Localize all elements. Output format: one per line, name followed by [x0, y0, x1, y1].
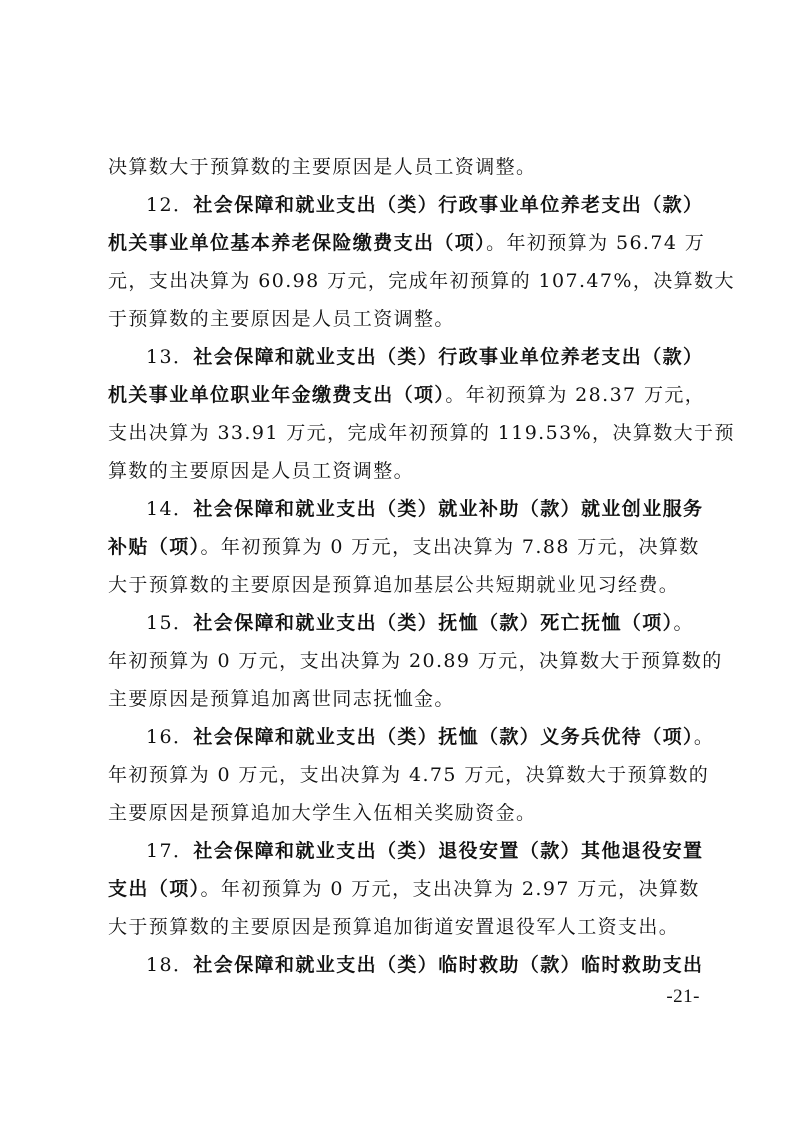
text-line — [108, 376, 706, 414]
item-title: 机关事业单位职业年金缴费支出（项） — [108, 384, 446, 406]
item-title: 社会保障和就业支出（类）就业补助（款）就业创业服务 — [193, 498, 704, 520]
text-line — [108, 148, 694, 186]
text-line — [108, 642, 723, 680]
line-text: 。 — [673, 612, 694, 634]
line-text: 。 — [693, 726, 715, 748]
item-title: 社会保障和就业支出（类）行政事业单位养老支出（款） — [193, 194, 704, 216]
line-text: 大于预算数的主要原因是预算追加街道安置退役军人工资支出。 — [108, 916, 680, 938]
item-title: 补贴（项） — [108, 536, 201, 558]
text-line — [108, 908, 694, 946]
line-text: 决算数大于预算数的主要原因是人员工资调整。 — [108, 156, 537, 178]
page-number: -21- — [666, 986, 700, 1007]
item-heading-line — [108, 832, 704, 870]
line-text: 。年初预算为 0 万元，支出决算为 2.97 万元，决算数 — [200, 878, 700, 900]
item-number: 17． — [146, 840, 194, 862]
line-text: 。年初预算为 0 万元，支出决算为 7.88 万元，决算数 — [200, 536, 700, 558]
item-heading-line — [108, 946, 704, 984]
item-number: 14． — [146, 498, 194, 520]
item-title: 支出（项） — [108, 878, 201, 900]
item-title: 机关事业单位基本养老保险缴费支出（项） — [108, 232, 487, 254]
line-text: 年初预算为 0 万元，支出决算为 4.75 万元，决算数大于预算数的 — [108, 764, 710, 786]
item-heading-line — [108, 490, 704, 528]
text-line — [108, 262, 735, 300]
item-number: 13． — [146, 346, 194, 368]
line-text: 主要原因是预算追加大学生入伍相关奖励资金。 — [108, 802, 537, 824]
item-number: 18． — [146, 954, 194, 976]
line-text: 主要原因是预算追加离世同志抚恤金。 — [108, 688, 455, 710]
text-line — [108, 452, 694, 490]
item-title: 社会保障和就业支出（类）抚恤（款）死亡抚恤（项） — [193, 612, 674, 634]
item-title: 社会保障和就业支出（类）退役安置（款）其他退役安置 — [193, 840, 704, 862]
text-line — [108, 794, 694, 832]
line-text: 于预算数的主要原因是人员工资调整。 — [108, 308, 455, 330]
item-heading-line — [108, 604, 694, 642]
item-title: 社会保障和就业支出（类）临时救助（款）临时救助支出 — [193, 954, 704, 976]
text-line — [108, 756, 710, 794]
item-heading-line — [108, 338, 704, 376]
item-number: 12． — [146, 194, 194, 216]
line-text: 年初预算为 0 万元，支出决算为 20.89 万元，决算数大于预算数的 — [108, 650, 723, 672]
text-line — [108, 528, 700, 566]
item-title: 社会保障和就业支出（类）抚恤（款）义务兵优待（项） — [193, 726, 694, 748]
text-line — [108, 870, 700, 908]
line-text: 支出决算为 33.91 万元，完成年初预算的 119.53%，决算数大于预 — [108, 422, 735, 444]
body-text — [108, 148, 735, 984]
item-number: 16． — [146, 726, 194, 748]
line-text: 元，支出决算为 60.98 万元，完成年初预算的 107.47%，决算数大 — [108, 270, 735, 292]
text-line — [108, 680, 694, 718]
item-heading-line — [108, 718, 715, 756]
line-text: 大于预算数的主要原因是预算追加基层公共短期就业见习经费。 — [108, 574, 680, 596]
line-text: 算数的主要原因是人员工资调整。 — [108, 460, 415, 482]
line-text: 。年初预算为 28.37 万元， — [445, 384, 706, 406]
text-line — [108, 224, 706, 262]
text-line — [108, 300, 694, 338]
line-text: 。年初预算为 56.74 万 — [486, 232, 706, 254]
text-line — [108, 566, 694, 604]
item-heading-line — [108, 186, 704, 224]
item-number: 15． — [146, 612, 194, 634]
text-line — [108, 414, 735, 452]
item-title: 社会保障和就业支出（类）行政事业单位养老支出（款） — [193, 346, 704, 368]
